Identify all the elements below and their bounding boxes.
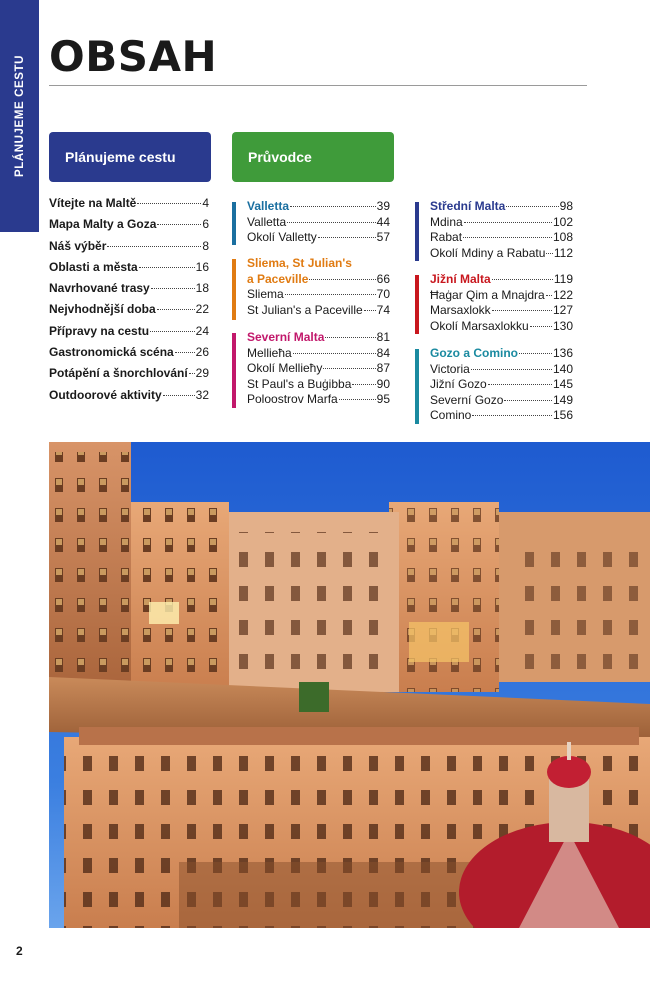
leader-dots <box>107 246 201 247</box>
leader-dots <box>287 222 376 223</box>
leader-dots <box>504 400 552 401</box>
section-color-bar <box>232 259 236 320</box>
toc-entry-label: Vítejte na Maltě <box>49 196 137 210</box>
section-title-row[interactable] <box>247 199 390 215</box>
guide-section-south-malta <box>415 272 573 334</box>
toc-entry-label: Victoria <box>430 361 470 376</box>
section-title-line2: a Paceville <box>247 271 309 286</box>
toc-entry-page: 140 <box>552 361 573 376</box>
section-title: Jižní Malta <box>430 272 491 286</box>
section-page: 136 <box>552 346 573 360</box>
section-color-bar <box>415 275 419 334</box>
toc-entry-label: Oblasti a města <box>49 259 138 274</box>
toc-entry[interactable] <box>247 230 390 246</box>
plan-section-header <box>49 132 211 182</box>
section-title: Gozo a Comino <box>430 346 518 360</box>
toc-entry[interactable] <box>430 246 573 262</box>
leader-dots <box>339 399 376 400</box>
page-number: 2 <box>16 944 23 958</box>
toc-entry-page: 149 <box>552 392 573 407</box>
leader-dots <box>352 384 375 385</box>
section-page: 81 <box>376 330 390 344</box>
toc-entry-label: Ħaġar Qim a Mnajdra <box>430 287 545 302</box>
section-page: 119 <box>553 272 573 286</box>
toc-entry[interactable] <box>247 346 390 362</box>
leader-dots <box>492 279 553 280</box>
page-title: OBSAH <box>49 32 218 81</box>
toc-entry-page: 95 <box>376 392 390 406</box>
toc-entry-page: 112 <box>553 245 573 260</box>
toc-entry[interactable] <box>49 196 209 217</box>
section-title-row[interactable] <box>247 256 390 287</box>
toc-entry-label: Poloostrov Marfa <box>247 392 338 406</box>
leader-dots <box>530 326 552 327</box>
toc-entry-page: 8 <box>202 238 209 253</box>
leader-dots <box>464 222 552 223</box>
title-divider <box>49 85 587 86</box>
toc-entry-page: 26 <box>195 345 209 360</box>
leader-dots <box>157 309 195 310</box>
toc-entry-label: Outdoorové aktivity <box>49 387 162 402</box>
toc-entry[interactable] <box>49 324 209 345</box>
toc-entry[interactable] <box>247 215 390 231</box>
leader-dots <box>309 279 375 280</box>
toc-entry-page: 108 <box>552 230 573 244</box>
section-color-bar <box>415 202 419 261</box>
toc-entry-page: 84 <box>376 345 390 360</box>
toc-entry-page: 22 <box>195 302 209 317</box>
toc-entry[interactable] <box>430 303 573 319</box>
leader-dots <box>471 369 552 370</box>
leader-dots <box>472 415 552 416</box>
toc-entry[interactable] <box>247 361 390 377</box>
leader-dots <box>463 237 552 238</box>
toc-entry-page: 102 <box>552 214 573 229</box>
toc-entry[interactable] <box>430 319 573 335</box>
section-side-tab <box>0 0 39 232</box>
toc-entry-label: Valletta <box>247 214 287 229</box>
toc-entry-label: St Julian's a Paceville <box>247 302 363 317</box>
toc-entry[interactable] <box>430 393 573 409</box>
toc-entry[interactable] <box>49 366 209 387</box>
leader-dots <box>488 384 552 385</box>
toc-entry-page: 130 <box>552 318 573 333</box>
toc-entry-label: Okolí Valletty <box>247 230 317 244</box>
guide-section-north-malta <box>232 330 390 408</box>
toc-entry-page: 145 <box>552 377 573 391</box>
toc-entry-page: 127 <box>552 303 573 317</box>
toc-entry[interactable] <box>430 408 573 424</box>
toc-entry-label: Náš výběr <box>49 238 107 253</box>
toc-entry-label: Gastronomická scéna <box>49 345 174 360</box>
toc-entry[interactable] <box>430 215 573 231</box>
leader-dots <box>189 373 195 374</box>
toc-entry[interactable] <box>247 392 390 408</box>
toc-entry-page: 6 <box>202 217 209 232</box>
toc-entry-page: 74 <box>376 302 390 317</box>
toc-entry-page: 122 <box>552 287 573 302</box>
leader-dots <box>492 310 552 311</box>
leader-dots <box>175 352 195 353</box>
toc-entry[interactable] <box>430 362 573 378</box>
leader-dots <box>150 331 195 332</box>
section-color-bar <box>232 202 236 245</box>
guide-section-central-malta <box>415 199 573 261</box>
toc-entry-page: 87 <box>376 361 390 375</box>
toc-entry-label: Sliema <box>247 287 284 301</box>
leader-dots <box>506 206 558 207</box>
toc-entry-page: 44 <box>376 214 390 229</box>
leader-dots <box>293 353 376 354</box>
guide-section-gozo-comino <box>415 346 573 424</box>
leader-dots <box>139 267 195 268</box>
side-tab-label: PLÁNUJEME CESTU <box>13 54 26 178</box>
toc-entry[interactable] <box>49 388 209 409</box>
section-color-bar <box>232 333 236 408</box>
toc-entry-label: Přípravy na cestu <box>49 323 150 338</box>
toc-entry-page: 70 <box>376 287 390 301</box>
toc-entry-label: Nejvhodnější doba <box>49 302 156 317</box>
section-page: 39 <box>376 199 390 213</box>
toc-entry-page: 57 <box>376 230 390 244</box>
section-page: 98 <box>559 199 573 213</box>
leader-dots <box>285 294 376 295</box>
toc-entry-label: Comino <box>430 408 472 422</box>
guide-section-header <box>232 132 394 182</box>
leader-dots <box>137 203 201 204</box>
valletta-photo-illustration <box>49 442 650 928</box>
toc-entry[interactable] <box>247 377 390 393</box>
section-title: Valletta <box>247 199 290 213</box>
toc-entry-page: 29 <box>195 366 209 381</box>
toc-entry-label: St Paul's a Buġibba <box>247 376 352 391</box>
toc-entry[interactable] <box>49 260 209 281</box>
toc-entry-page: 32 <box>195 387 209 402</box>
toc-entry-label: Potápění a šnorchlování <box>49 366 188 381</box>
section-page: 66 <box>376 271 390 286</box>
toc-entry-label: Okolí Marsaxlokku <box>430 318 529 333</box>
leader-dots <box>163 395 195 396</box>
section-title-row[interactable] <box>430 346 573 362</box>
leader-dots <box>290 206 376 207</box>
leader-dots <box>546 253 552 254</box>
toc-entry[interactable] <box>247 287 390 303</box>
leader-dots <box>546 295 552 296</box>
section-title-row[interactable] <box>247 330 390 346</box>
guide-section-valletta <box>232 199 390 246</box>
toc-entry[interactable] <box>430 377 573 393</box>
toc-entry-page: 156 <box>552 408 573 422</box>
leader-dots <box>519 353 552 354</box>
leader-dots <box>364 310 376 311</box>
plan-toc-list <box>49 196 209 409</box>
toc-entry[interactable] <box>49 302 209 323</box>
toc-entry[interactable] <box>49 239 209 260</box>
section-title-row[interactable] <box>430 199 573 215</box>
section-color-bar <box>415 349 419 424</box>
toc-entry[interactable] <box>247 303 390 319</box>
toc-entry-page: 90 <box>376 376 390 391</box>
section-title: Střední Malta <box>430 199 506 213</box>
plan-section-label: Plánujeme cestu <box>65 149 176 165</box>
toc-entry-label: Marsaxlokk <box>430 303 491 317</box>
toc-entry-page: 24 <box>195 323 209 338</box>
toc-entry-label: Mdina <box>430 214 463 229</box>
valletta-photo <box>49 442 650 928</box>
toc-entry[interactable] <box>430 288 573 304</box>
toc-entry-label: Severní Gozo <box>430 392 504 407</box>
toc-entry[interactable] <box>430 230 573 246</box>
guide-section-label: Průvodce <box>248 149 312 165</box>
guide-section-sliema <box>232 256 390 318</box>
toc-entry-label: Mellieħa <box>247 345 292 360</box>
leader-dots <box>151 288 195 289</box>
leader-dots <box>323 368 375 369</box>
toc-entry[interactable] <box>49 345 209 366</box>
section-title-row[interactable] <box>430 272 573 288</box>
leader-dots <box>157 224 201 225</box>
toc-entry-page: 16 <box>195 259 209 274</box>
toc-entry-label: Navrhované trasy <box>49 281 150 296</box>
leader-dots <box>325 337 375 338</box>
leader-dots <box>318 237 376 238</box>
section-title: Severní Malta <box>247 330 325 344</box>
toc-entry-page: 4 <box>202 196 209 210</box>
toc-entry-label: Okolí Mdiny a Rabatu <box>430 245 546 260</box>
toc-entry[interactable] <box>49 217 209 238</box>
toc-entry[interactable] <box>49 281 209 302</box>
toc-entry-page: 18 <box>195 281 209 296</box>
toc-entry-label: Mapa Malty a Goza <box>49 217 157 232</box>
toc-entry-label: Rabat <box>430 230 463 244</box>
toc-entry-label: Jižní Gozo <box>430 377 487 391</box>
toc-entry-label: Okolí Mellieħy <box>247 361 323 375</box>
section-title-line1: Sliema, St Julian's <box>247 256 352 270</box>
